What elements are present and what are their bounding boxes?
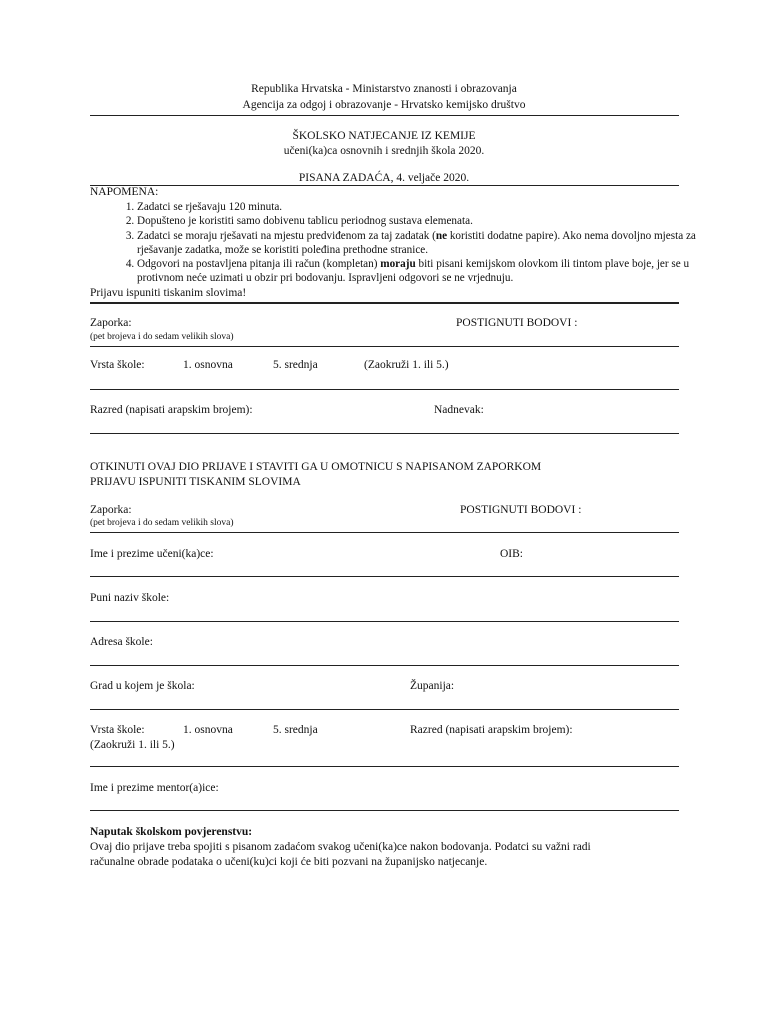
divider: [90, 346, 679, 347]
zaporka-label: Zaporka:: [90, 504, 132, 516]
school-type-option-5[interactable]: 5. srednja: [273, 724, 318, 736]
school-name-label: Puni naziv škole:: [90, 592, 170, 604]
circle-hint: (Zaokruži 1. ili 5.): [364, 359, 449, 371]
divider: [90, 302, 679, 304]
instruction-item: 4. Odgovori na postavljena pitanja ili račun (kompletan) moraju biti pisani kemijskom olovkom ili tintom plave boje, jer se u protivnom neće uzimati u obzir pri bodovanju. Ispravljeni odgovori se ne vrjednuju.: [137, 257, 737, 286]
zaporka-label: Zaporka:: [90, 317, 132, 329]
committee-note-text-2: računalne obrade podataka o učeni(ku)ci koji će biti pozvani na županijsko natjecanje.: [90, 856, 488, 868]
date-label: Nadnevak:: [434, 404, 484, 416]
divider: [90, 621, 679, 622]
school-type-option-5[interactable]: 5. srednja: [273, 359, 318, 371]
grade-label: Razred (napisati arapskim brojem):: [90, 404, 253, 416]
divider: [90, 576, 679, 577]
school-type-label: Vrsta škole:: [90, 724, 145, 736]
grade-label: Razred (napisati arapskim brojem):: [410, 724, 573, 736]
divider: [90, 389, 679, 390]
zaporka-hint: (pet brojeva i do sedam velikih slova): [90, 332, 234, 342]
points-label: POSTIGNUTI BODOVI :: [456, 317, 578, 329]
instructions-heading: NAPOMENA:: [90, 186, 159, 198]
divider: [90, 810, 679, 811]
instruction-item: 1. Zadatci se rješavaju 120 minuta.: [137, 200, 737, 214]
instruction-item: 3. Zadatci se moraju rješavati na mjestu predviđenom za taj zadatak (ne koristiti dodatne papire). Ako nema dovoljno mjesta za rješavanje zadatka, može se koristiti poleđina prethodne stranice.: [137, 229, 737, 258]
competition-title: ŠKOLSKO NATJECANJE IZ KEMIJE: [292, 130, 476, 142]
tear-off-instruction: OTKINUTI OVAJ DIO PRIJAVE I STAVITI GA U OMOTNICU S NAPISANOM ZAPORKOM: [90, 461, 542, 473]
divider: [90, 185, 679, 186]
instruction-item: 2. Dopušteno je koristiti samo dobivenu tablicu periodnog sustava elemenata.: [137, 214, 737, 228]
points-label: POSTIGNUTI BODOVI :: [460, 504, 582, 516]
divider: [90, 709, 679, 710]
divider: [90, 115, 679, 116]
circle-hint: (Zaokruži 1. ili 5.): [90, 739, 175, 751]
school-address-label: Adresa škole:: [90, 636, 153, 648]
instructions-list: [90, 200, 737, 286]
committee-note-text: Ovaj dio prijave treba spojiti s pisanom zadaćom svakog učeni(ka)ce nakon bodovanja. Podatci su važni radi: [90, 841, 591, 853]
divider: [90, 433, 679, 434]
mentor-name-label: Ime i prezime mentor(a)ice:: [90, 782, 219, 794]
county-label: Županija:: [410, 680, 455, 692]
header-agency: Agencija za odgoj i obrazovanje - Hrvatsko kemijsko društvo: [242, 99, 526, 111]
divider: [90, 532, 679, 533]
competition-subtitle: učeni(ka)ca osnovnih i srednjih škola 2020.: [283, 145, 485, 157]
city-label: Grad u kojem je škola:: [90, 680, 195, 692]
exam-date: PISANA ZADAĆA, 4. veljače 2020.: [298, 172, 470, 184]
divider: [90, 766, 679, 767]
divider: [90, 665, 679, 666]
student-name-label: Ime i prezime učeni(ka)ce:: [90, 548, 214, 560]
school-type-option-1[interactable]: 1. osnovna: [183, 724, 233, 736]
oib-label: OIB:: [500, 548, 523, 560]
tear-off-instruction-2: PRIJAVU ISPUNITI TISKANIM SLOVIMA: [90, 476, 301, 488]
zaporka-hint: (pet brojeva i do sedam velikih slova): [90, 518, 234, 528]
school-type-label: Vrsta škole:: [90, 359, 145, 371]
school-type-option-1[interactable]: 1. osnovna: [183, 359, 233, 371]
instructions-footer: Prijavu ispuniti tiskanim slovima!: [90, 287, 247, 299]
committee-note-heading: Naputak školskom povjerenstvu:: [90, 826, 253, 838]
header-ministry: Republika Hrvatska - Ministarstvo znanosti i obrazovanja: [251, 83, 517, 95]
